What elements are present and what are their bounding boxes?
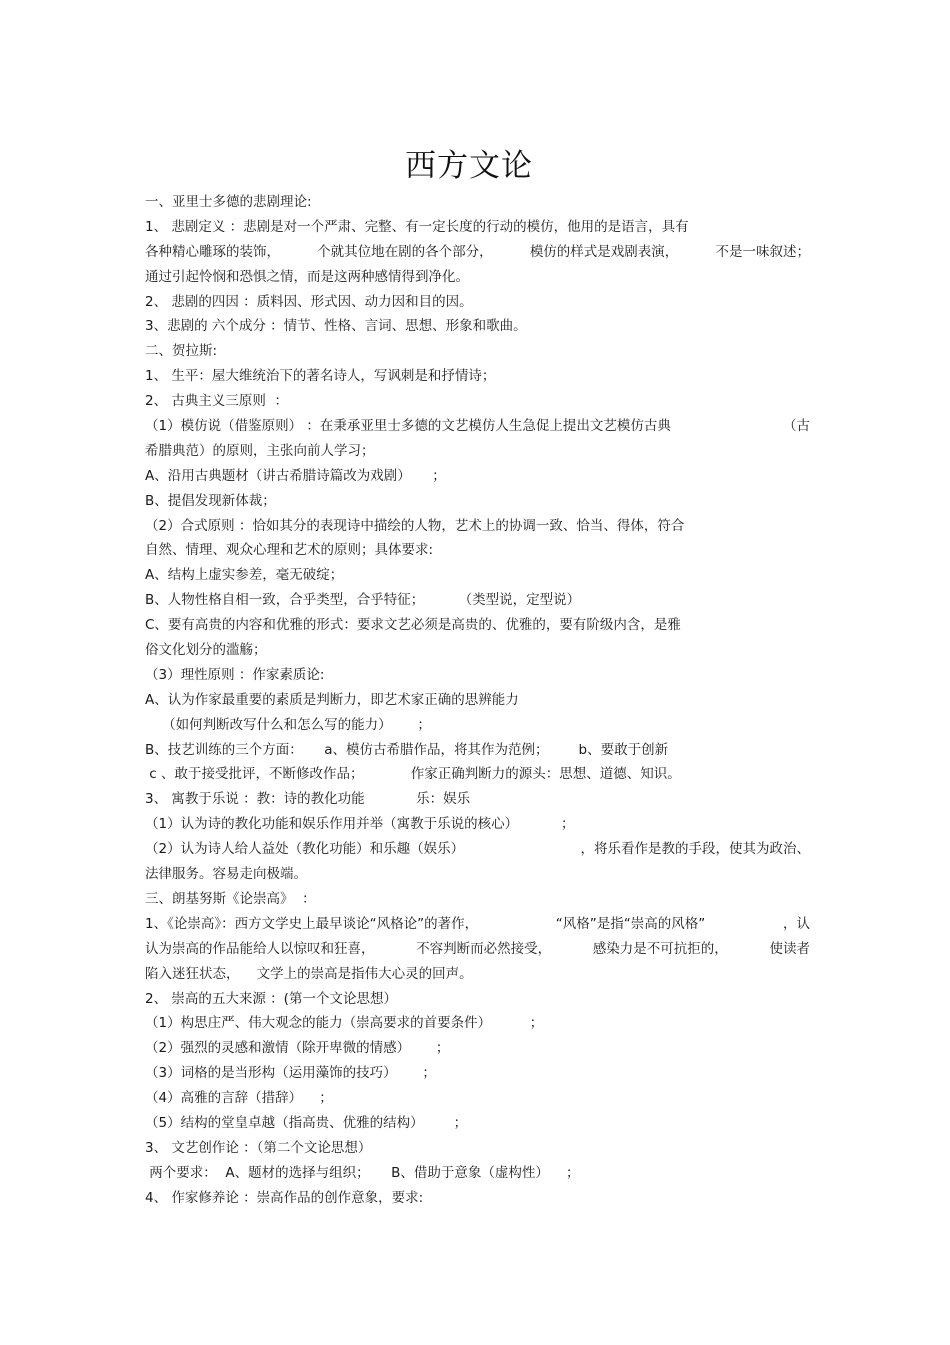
text-line: 3、悲剧的 六个成分 ：情节、性格、言词、思想、形象和歌曲。 (145, 318, 527, 335)
text-line (145, 414, 810, 439)
text-segment: 使读者 (769, 940, 810, 957)
text-segment: 不容判断而必然接受， (416, 940, 552, 957)
text-line: 2、 崇高的五大来源 ：(第一个文论思想） (145, 990, 397, 1007)
section-heading: 二、贺拉斯: (145, 343, 218, 360)
text-segment: ，将乐看作是教的手段，使其为政治、 (580, 841, 810, 858)
text-line: 2、 古典主义三原则 ： (145, 393, 288, 410)
text-line: B、技艺训练的三个方面： a、模仿古希腊作品，将其作为范例； b、要敢于创新 (145, 741, 669, 758)
text-line: 自然、情理、观众心理和艺术的原则；具体要求: (145, 542, 434, 559)
text-line: （5）结构的堂皇卓越（指高贵、优雅的结构） ； (145, 1114, 468, 1131)
text-line: C、要有高贵的内容和优雅的形式：要求文艺必须是高贵的、优雅的，要有阶级内含，是雅 (145, 617, 681, 634)
text-segment: 个就其位地在剧的各个部分， (317, 243, 493, 260)
text-line: 1、 生平：屋大维统治下的著名诗人，写讽刺是和抒情诗； (145, 368, 496, 385)
text-segment: 感染力是不可抗拒的， (592, 940, 728, 957)
text-line: B、人物性格自相一致，合乎类型，合乎特征； （类型说，定型说） (145, 592, 581, 609)
text-line: B、提倡发现新体裁； (145, 492, 276, 509)
text-line: （4）高雅的言辞（措辞） ； (145, 1090, 333, 1107)
text-line: 1、 悲剧定义 ：悲剧是对一个严肃、完整、有一定长度的行动的模仿，他用的是语言，具有 (145, 218, 689, 235)
text-line: 法律服务。容易走向极端。 (145, 866, 307, 883)
text-line: 通过引起怜悯和恐惧之情，而是这两种感情得到净化。 (145, 268, 469, 285)
text-segment: “风格”是指“崇高的风格” (555, 915, 706, 932)
text-line: 两个要求： A、题材的选择与组织； B、借助于意象（虚构性） ； (145, 1164, 580, 1181)
document-body (145, 190, 810, 1211)
text-segment: 模仿的样式是戏剧表演， (529, 243, 679, 260)
text-segment: 认为崇高的作品能给人以惊叹和狂喜， (145, 940, 375, 957)
text-segment: （2）认为诗人给人益处（教化功能）和乐趣（娱乐） (145, 841, 465, 858)
text-segment: 不是一味叙述； (715, 243, 810, 260)
text-line: A、认为作家最重要的素质是判断力，即艺术家正确的思辨能力 (145, 691, 519, 708)
section-heading: 一、亚里士多德的悲剧理论: (145, 194, 312, 210)
text-line: 3、 寓教于乐说 ：教：诗的教化功能 乐：娱乐 (145, 791, 471, 808)
text-line: （2）强烈的灵感和激情（除开卑微的情感） ； (145, 1040, 450, 1057)
text-line (145, 912, 810, 937)
text-line: 4、 作家修养论 ：崇高作品的创作意象，要求: (145, 1189, 424, 1206)
text-segment: 各种精心雕琢的装饰， (145, 243, 280, 260)
text-line: 3、 文艺创作论 ：（第二个文论思想） (145, 1139, 372, 1156)
text-segment: 1、《论崇高》：西方文学史上最早谈论“风格论”的著作， (145, 915, 479, 932)
section-heading: 三、朗基努斯《论崇高》 ： (145, 890, 316, 907)
text-line: 俗文化划分的滥觞； (145, 642, 267, 659)
page-title: 西方文论 (405, 148, 533, 184)
text-line: （如何判断改写什么和怎么写的能力） ； (145, 716, 431, 733)
text-line: 2、 悲剧的四因 ：质料因、形式因、动力因和目的因。 (145, 293, 473, 310)
text-line: A、沿用古典题材（讲古希腊诗篇改为戏剧） ； (145, 467, 446, 484)
text-segment: （古 (783, 418, 810, 435)
text-line: （2）合式原则 ：恰如其分的表现诗中描绘的人物，艺术上的协调一致、恰当、得体，符合 (145, 517, 685, 534)
text-line: c 、敢于接受批评，不断修改作品； 作家正确判断力的源头：思想、道德、知识。 (145, 766, 681, 783)
text-line: （3）词格的是当形构（运用藻饰的技巧） ； (145, 1065, 436, 1082)
text-line (145, 240, 810, 265)
text-line (145, 837, 810, 862)
text-line: （1）构思庄严、伟大观念的能力（崇高要求的首要条件） ； (145, 1015, 544, 1032)
text-line (145, 937, 810, 962)
text-segment: （1）模仿说（借鉴原则） ：在秉承亚里士多德的文艺模仿人生急促上提出文艺模仿古典 (145, 418, 671, 435)
text-line: A、结构上虚实参差，毫无破绽； (145, 567, 344, 584)
text-line: （3）理性原则 ：作家素质论: (145, 666, 325, 683)
text-line: 陷入迷狂状态， 文学上的崇高是指伟大心灵的回声。 (145, 965, 473, 982)
text-line: （1）认为诗的教化功能和娱乐作用并举（寓教于乐说的核心） ； (145, 816, 575, 833)
text-segment: ，认 (783, 915, 810, 932)
text-line: 希腊典范）的原则，主张向前人学习； (145, 442, 375, 459)
